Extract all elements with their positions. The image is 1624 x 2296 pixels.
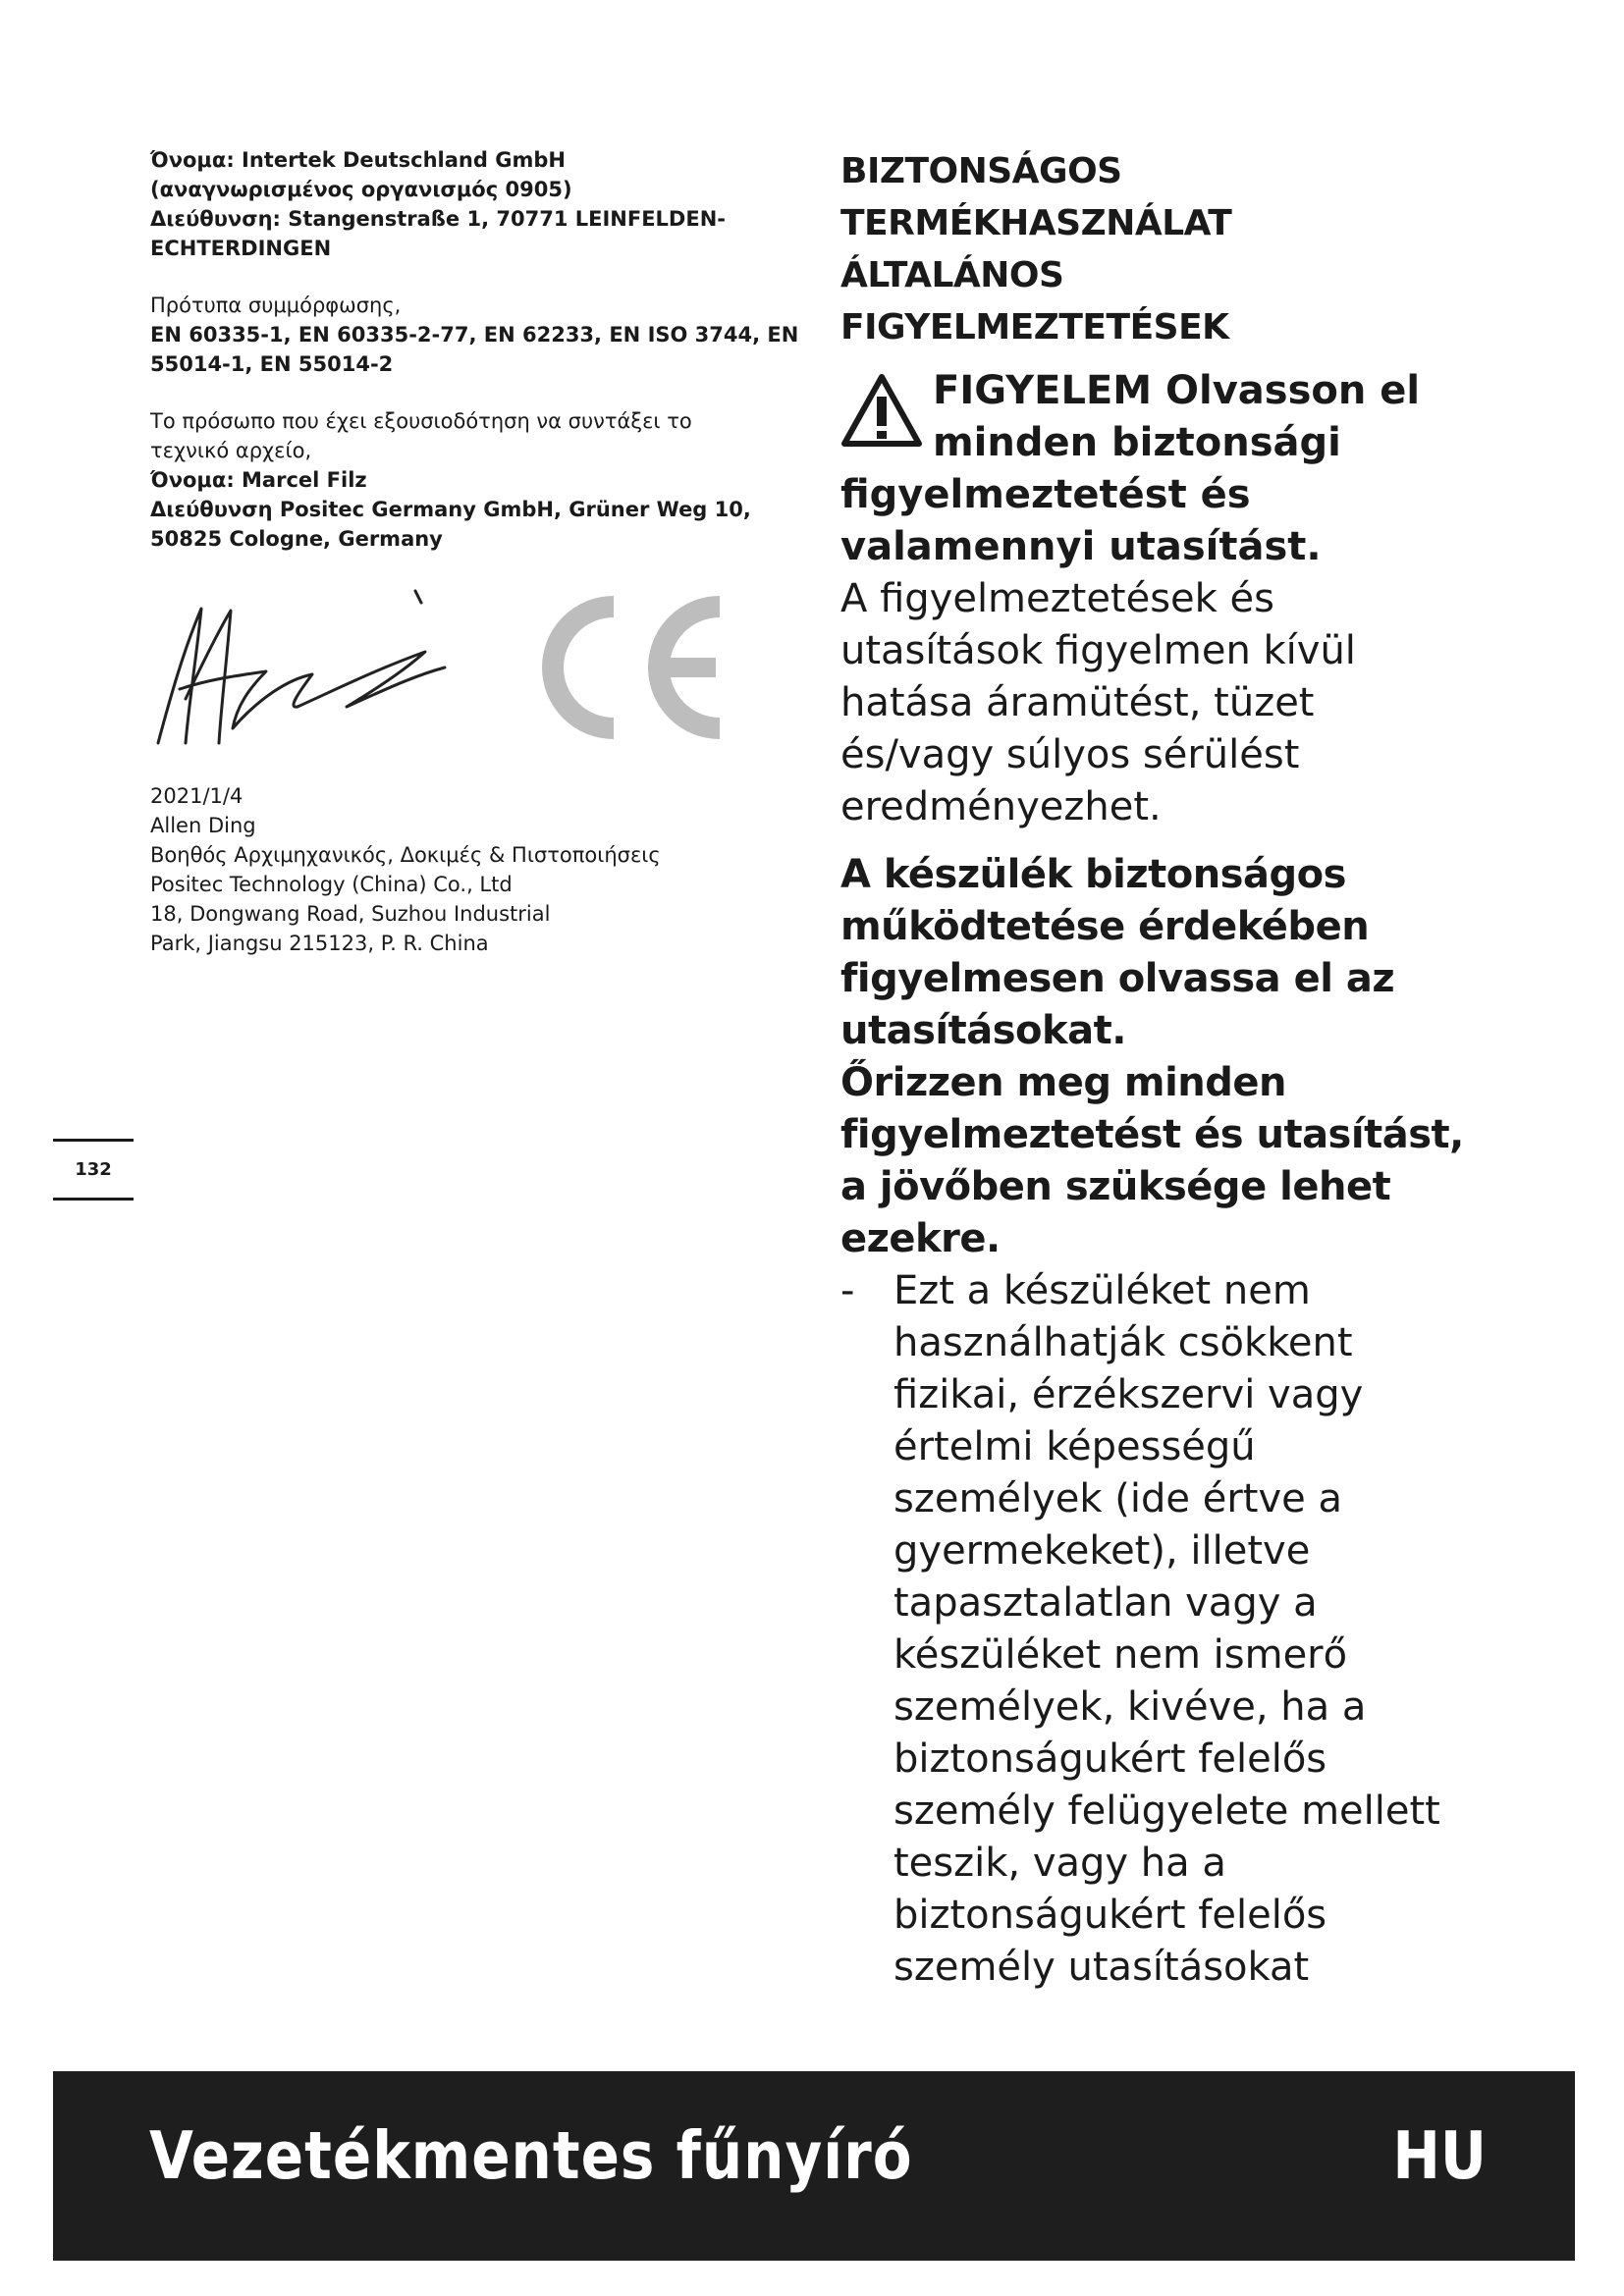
- section-title-line: TERMÉKHASZNÁLAT: [840, 203, 1232, 243]
- page-number-marker: [53, 1139, 134, 1201]
- standards-list-cont: 55014-1, EN 55014-2: [150, 352, 394, 376]
- notified-body-address: Διεύθυνση: Stangenstraße 1, 70771 LEINFELDEN-: [150, 207, 726, 231]
- ce-mark-icon: [523, 589, 739, 746]
- page-number-rule-bottom: [53, 1198, 134, 1201]
- section-title-line: FIGYELMEZTETÉSEK: [840, 307, 1229, 347]
- issuer-role: Βοηθός Αρχιμηχανικός, Δοκιμές & Πιστοποιήσεις: [150, 843, 661, 867]
- issue-date: 2021/1/4: [150, 784, 244, 808]
- section-title-line: BIZTONSÁGOS: [840, 151, 1122, 191]
- warning-heading-text: figyelmeztetést és: [840, 472, 1251, 517]
- issuer-company: Positec Technology (China) Co., Ltd: [150, 873, 513, 896]
- signature-area: [150, 581, 818, 768]
- signature-image: [150, 581, 484, 758]
- footer-title: Vezetékmentes fűnyíró: [149, 2116, 913, 2195]
- language-code: HU: [1392, 2116, 1487, 2195]
- authorized-name: Όνομα: Marcel Filz: [150, 468, 367, 492]
- list-item: [840, 1265, 1469, 1994]
- standards-block: [150, 291, 818, 379]
- authorized-intro-cont: τεχνικό αρχείο,: [150, 439, 312, 462]
- issuer-name: Allen Ding: [150, 814, 256, 837]
- keep-instructions-note: Őrizzen meg minden figyelmeztetést és utasítást, a jövőben szüksége lehet ezekre.: [840, 1060, 1464, 1261]
- issuer-address: 18, Dongwang Road, Suzhou Industrial: [150, 902, 551, 926]
- warning-heading-text: minden biztonsági: [933, 420, 1341, 465]
- issuer-address-cont: Park, Jiangsu 215123, P. R. China: [150, 932, 489, 955]
- list-item-text: Ezt a készüléket nem használhatják csökkent fizikai, érzékszervi vagy értelmi képességű személyek (ide értve a gyermekeket), illetve tapasztalatlan vagy a készüléket nem ismerő személyek, kivéve, ha a biztonságukért felelős személy felügyelete mellett teszik, vagy ha a biztonságukért felelős személy utasításokat: [893, 1268, 1440, 1990]
- standards-list: EN 60335-1, EN 60335-2-77, EN 62233, EN ISO 3744, EN: [150, 323, 799, 347]
- read-instructions-note: A készülék biztonságos működtetése érdekében figyelmesen olvassa el az utasításokat.: [840, 852, 1395, 1053]
- notified-body-name: Όνομα: Intertek Deutschland GmbH: [150, 148, 566, 172]
- section-title: [840, 145, 1469, 353]
- footer-bar: [53, 2071, 1575, 2261]
- notified-body-note: (αναγνωρισμένος οργανισμός 0905): [150, 178, 572, 201]
- authorized-intro: Το πρόσωπο που έχει εξουσιοδότηση να συντάξει το: [150, 409, 692, 433]
- safety-list: [840, 1265, 1469, 1994]
- warning-body: A figyelmeztetések és utasítások figyelmen kívül hatása áramütést, tüzet és/vagy súlyos sérülést eredményezhet.: [840, 576, 1356, 829]
- safety-column: [840, 145, 1469, 1994]
- issuer-block: [150, 781, 818, 958]
- warning-triangle-icon: [840, 371, 923, 450]
- authorized-person-block: [150, 406, 818, 554]
- warning-heading-text: valamennyi utasítást.: [840, 524, 1322, 569]
- standards-label: Πρότυπα συμμόρφωσης,: [150, 294, 402, 317]
- authorized-address-cont: 50825 Cologne, Germany: [150, 527, 443, 551]
- declaration-column: [150, 145, 818, 958]
- list-bullet: -: [840, 1268, 855, 1313]
- warning-label: FIGYELEM: [933, 368, 1153, 413]
- warning-heading-text: Olvasson el: [1152, 368, 1421, 413]
- authorized-address: Διεύθυνση Positec Germany GmbH, Grüner Weg 10,: [150, 498, 751, 521]
- notified-body-address-cont: ECHTERDINGEN: [150, 237, 332, 260]
- section-title-line: ÁLTALÁNOS: [840, 255, 1064, 295]
- page-number: 132: [75, 1159, 112, 1180]
- warning-heading: [840, 365, 1469, 573]
- notified-body-block: [150, 145, 818, 263]
